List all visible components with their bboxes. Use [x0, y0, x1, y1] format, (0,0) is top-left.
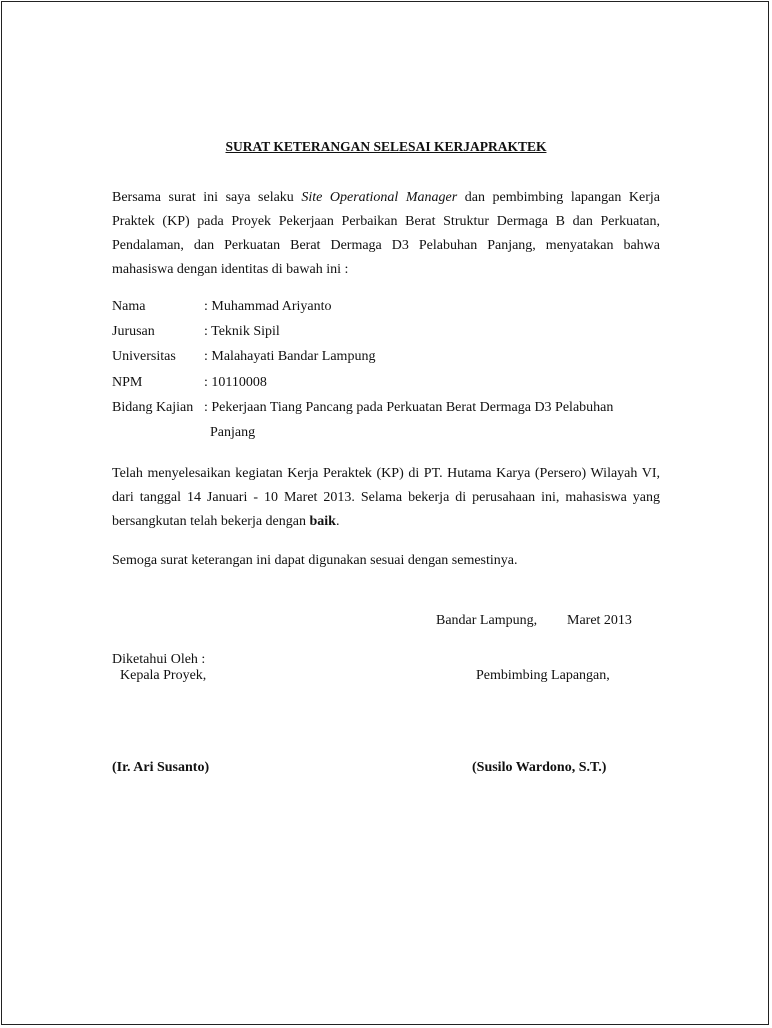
- identity-label: NPM: [112, 375, 143, 390]
- date: Maret 2013: [567, 613, 632, 628]
- identity-value: : Malahayati Bandar Lampung: [204, 349, 376, 364]
- completion-text-2: .: [335, 514, 340, 529]
- identity-value: : Teknik Sipil: [204, 324, 280, 339]
- completion-paragraph: [112, 462, 660, 534]
- signer-left-name: (Ir. Ari Susanto): [112, 760, 210, 775]
- intro-text-1: Bersama surat ini saya selaku: [112, 190, 302, 205]
- signer-right-name: (Susilo Wardono, S.T.): [472, 760, 607, 775]
- closing-sentence: Semoga surat keterangan ini dapat digunakan sesuai dengan semestinya.: [112, 553, 518, 568]
- identity-value: : Muhammad Ariyanto: [204, 299, 332, 314]
- intro-paragraph: [112, 186, 660, 282]
- intro-role: Site Operational Manager: [301, 190, 458, 205]
- signer-left-title: Kepala Proyek,: [120, 668, 207, 683]
- identity-label: Jurusan: [112, 324, 155, 339]
- identity-label: Bidang Kajian: [112, 400, 194, 415]
- identity-value: : Pekerjaan Tiang Pancang pada Perkuatan Berat Dermaga D3 Pelabuhan: [204, 400, 614, 415]
- acknowledged-by: Diketahui Oleh :: [112, 652, 206, 667]
- identity-value-continuation: Panjang: [210, 425, 256, 440]
- completion-emphasis: baik: [309, 514, 336, 529]
- completion-text-1: Telah menyelesaikan kegiatan Kerja Peraktek (KP) di PT. Hutama Karya (Persero) Wilayah VI, dari tanggal 14 Januari - 10 Maret 2013. Selama bekerja di perusahaan ini, mahasiswa yang bersangkutan telah bekerja dengan: [112, 466, 660, 529]
- place: Bandar Lampung,: [436, 613, 538, 628]
- signer-right-title: Pembimbing Lapangan,: [476, 668, 610, 683]
- intro-text-2: dan pembimbing lapangan Kerja Praktek (KP) pada Proyek Pekerjaan Perbaikan Berat Struktur Dermaga B dan Perkuatan, Pendalaman, dan Perkuatan Berat Dermaga D3 Pelabuhan Panjang, menyatakan bahwa mahasiswa dengan identitas di bawah ini :: [112, 190, 660, 277]
- identity-value: : 10110008: [204, 375, 267, 390]
- identity-label: Nama: [112, 299, 146, 314]
- identity-label: Universitas: [112, 349, 176, 364]
- letter-title: SURAT KETERANGAN SELESAI KERJAPRAKTEK: [225, 139, 547, 154]
